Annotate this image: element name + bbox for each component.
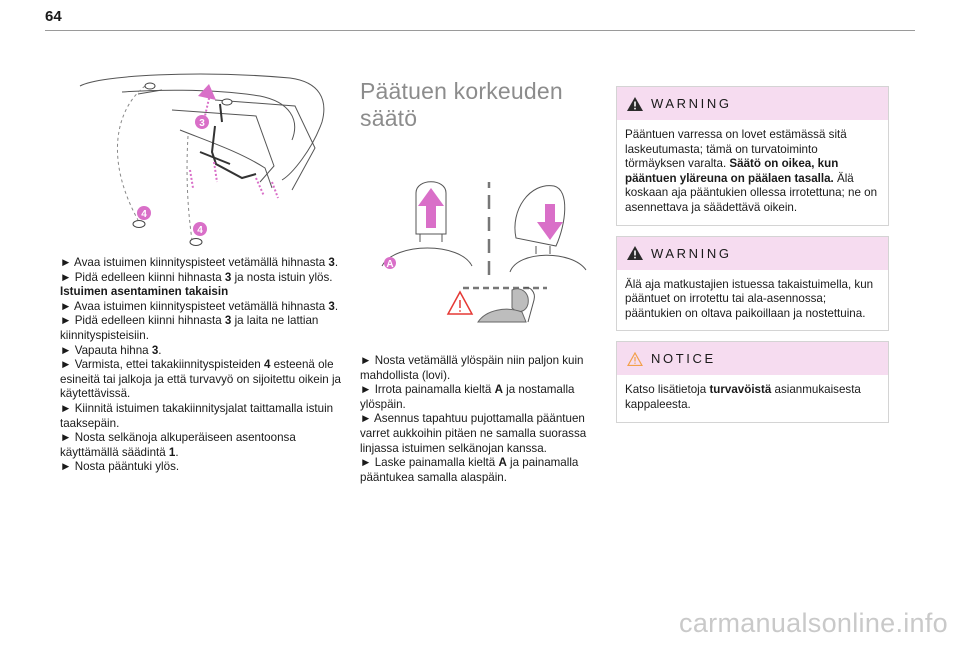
section-title: Päätuen korkeuden säätö: [360, 78, 563, 131]
caution-triangle-icon: [627, 352, 643, 366]
watermark: carmanualsonline.info: [679, 608, 948, 638]
right-column: [616, 86, 889, 433]
left-instructions: ► Avaa istuimen kiinnityspisteet vetämällä hihnasta 3. ► Pidä edelleen kiinni hihnasta 3 ja nosta istuin ylös. Istuimen asentaminen takaisin ► Avaa istuimen kiinnityspisteet vetämällä hihnasta 3. ► Pidä edelleen kiinni hihnasta 3 ja laita ne lattian kiinnityspisteisiin. ► Vapauta hihna 3. ► Varmista, ettei takakiinnityspisteiden 4 esteenä ole esineitä tai jalkoja ja että turvavyö on sijoitettu oikein ja käytettävissä. ► Kiinnitä istuimen takakiinnitysjalat taittamalla istuin taaksepäin. ► Nosta selkänoja alkuperäiseen asentoonsa käyttämällä säädintä 1. ► Nosta pääntuki ylös.: [60, 256, 341, 474]
page-number: 64: [45, 8, 62, 25]
notice-box: [616, 341, 889, 422]
warning-label: WARNING: [651, 245, 732, 261]
middle-column: [360, 78, 600, 485]
seat-anchor-illustration: [60, 70, 345, 250]
headrest-illustration: [360, 138, 600, 324]
callout-a: A: [386, 259, 394, 270]
top-rule: [45, 30, 915, 31]
warning-triangle-icon: [627, 246, 643, 260]
warning-text: Älä aja matkustajien istuessa takaistuimella, kun pääntuet on irrotettu tai ala-asennossa; pääntukien on oltava paikoillaan ja nostettuina.: [625, 277, 874, 320]
notice-label: NOTICE: [651, 351, 716, 367]
left-column: [60, 70, 345, 475]
warning-box-1: [616, 86, 889, 226]
warning-label: WARNING: [651, 96, 732, 111]
warning-box-2: [616, 236, 889, 332]
callout-4-left: 4: [141, 209, 147, 220]
middle-instructions: ► Nosta vetämällä ylöspäin niin paljon kuin mahdollista (lovi). ► Irrota painamalla kieltä A ja nostamalla ylöspäin. ► Asennus tapahtuu pujottamalla pääntuen varret aukkoihin pitäen ne samalla suorassa linjassa istuimen selkänojan kanssa. ► Laske painamalla kieltä A ja painamalla pääntukea samalla alaspäin.: [360, 354, 587, 484]
callout-3: 3: [199, 118, 205, 129]
callout-4-right: 4: [197, 225, 203, 236]
notice-text: Katso lisätietoja turvavöistä asianmukaisesta kappaleesta.: [625, 383, 861, 411]
warning-triangle-icon: [627, 97, 643, 111]
warning-illustration-icon: [448, 292, 472, 314]
subheading-reinstall: Istuimen asentaminen takaisin: [60, 285, 229, 299]
warning-text: Pääntuen varressa on lovet estämässä sitä laskeutumasta; tämä on turvatoiminto törmäyksen varalta. Säätö on oikea, kun pääntuen yläreuna on päälaen tasalla. Älä koskaan aja pääntukien ollessa irrotettuna; ne on asennettava ja säädettävä oikein.: [625, 128, 878, 214]
